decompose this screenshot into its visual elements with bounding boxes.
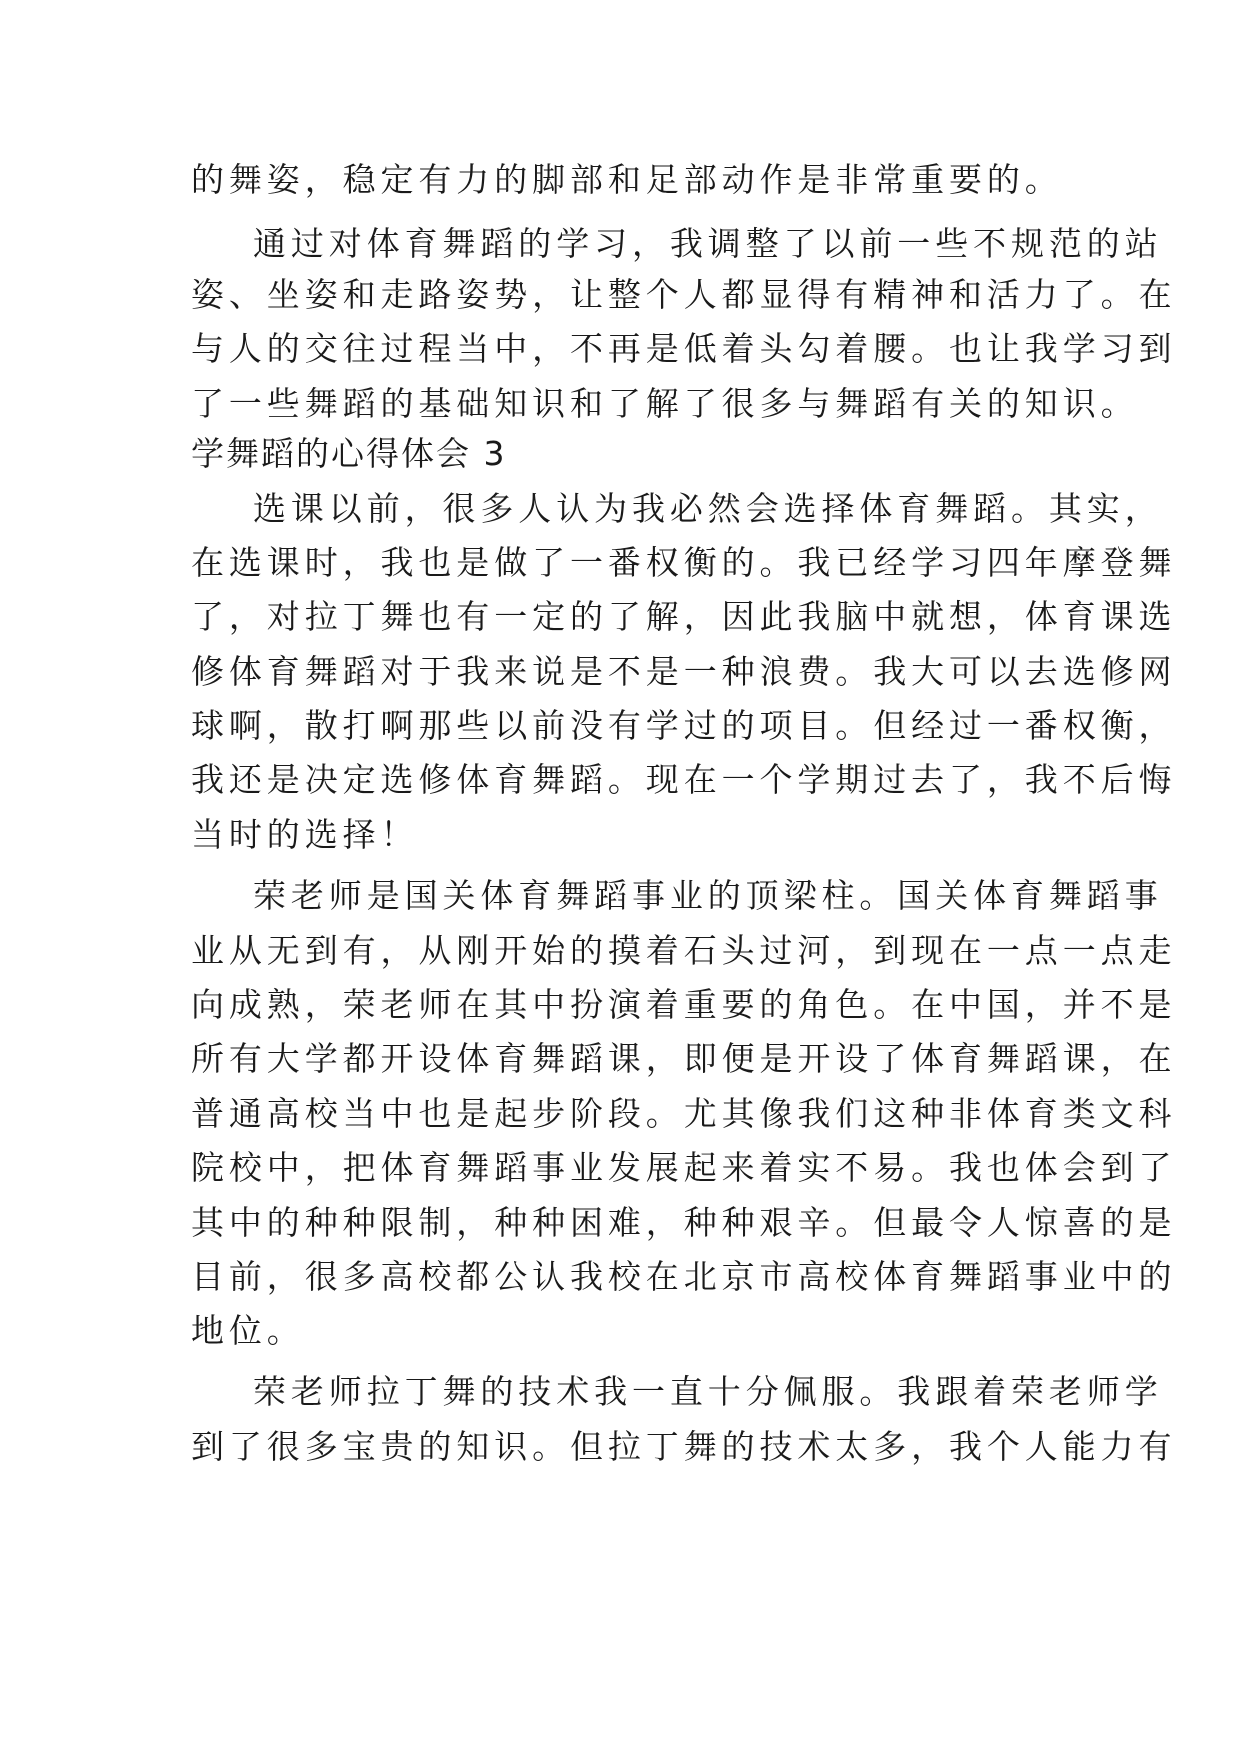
text-line: 球啊，散打啊那些以前没有学过的项目。但经过一番权衡， <box>191 706 1177 745</box>
text-line: 业从无到有，从刚开始的摸着石头过河，到现在一点一点走 <box>191 931 1177 970</box>
text-line: 目前，很多高校都公认我校在北京市高校体育舞蹈事业中的 <box>191 1257 1177 1296</box>
text-line: 普通高校当中也是起步阶段。尤其像我们这种非体育类文科 <box>191 1094 1177 1133</box>
text-line: 了，对拉丁舞也有一定的了解，因此我脑中就想，体育课选 <box>191 597 1177 636</box>
text-line: 修体育舞蹈对于我来说是不是一种浪费。我大可以去选修网 <box>191 652 1177 691</box>
section-heading: 学舞蹈的心得体会 3 <box>191 434 507 473</box>
text-line: 的舞姿，稳定有力的脚部和足部动作是非常重要的。 <box>191 160 1063 199</box>
text-line: 向成熟，荣老师在其中扮演着重要的角色。在中国，并不是 <box>191 985 1177 1024</box>
text-line: 当时的选择！ <box>191 815 419 854</box>
text-line: 与人的交往过程当中，不再是低着头勾着腰。也让我学习到 <box>191 329 1177 368</box>
paragraph-first-line: 荣老师拉丁舞的技术我一直十分佩服。我跟着荣老师学 <box>253 1372 1163 1411</box>
paragraph-first-line: 荣老师是国关体育舞蹈事业的顶梁柱。国关体育舞蹈事 <box>253 876 1163 915</box>
text-line: 院校中，把体育舞蹈事业发展起来着实不易。我也体会到了 <box>191 1148 1177 1187</box>
text-line: 我还是决定选修体育舞蹈。现在一个学期过去了，我不后悔 <box>191 760 1177 799</box>
paragraph-first-line: 通过对体育舞蹈的学习，我调整了以前一些不规范的站 <box>253 224 1163 263</box>
text-line: 到了很多宝贵的知识。但拉丁舞的技术太多，我个人能力有 <box>191 1427 1177 1466</box>
text-line: 姿、坐姿和走路姿势，让整个人都显得有精神和活力了。在 <box>191 275 1177 314</box>
text-line: 地位。 <box>191 1311 305 1350</box>
text-line: 所有大学都开设体育舞蹈课，即便是开设了体育舞蹈课，在 <box>191 1039 1177 1078</box>
text-line: 在选课时，我也是做了一番权衡的。我已经学习四年摩登舞 <box>191 543 1177 582</box>
text-line: 其中的种种限制，种种困难，种种艰辛。但最令人惊喜的是 <box>191 1203 1177 1242</box>
text-line: 了一些舞蹈的基础知识和了解了很多与舞蹈有关的知识。 <box>191 384 1139 423</box>
paragraph-first-line: 选课以前，很多人认为我必然会选择体育舞蹈。其实， <box>253 489 1163 528</box>
